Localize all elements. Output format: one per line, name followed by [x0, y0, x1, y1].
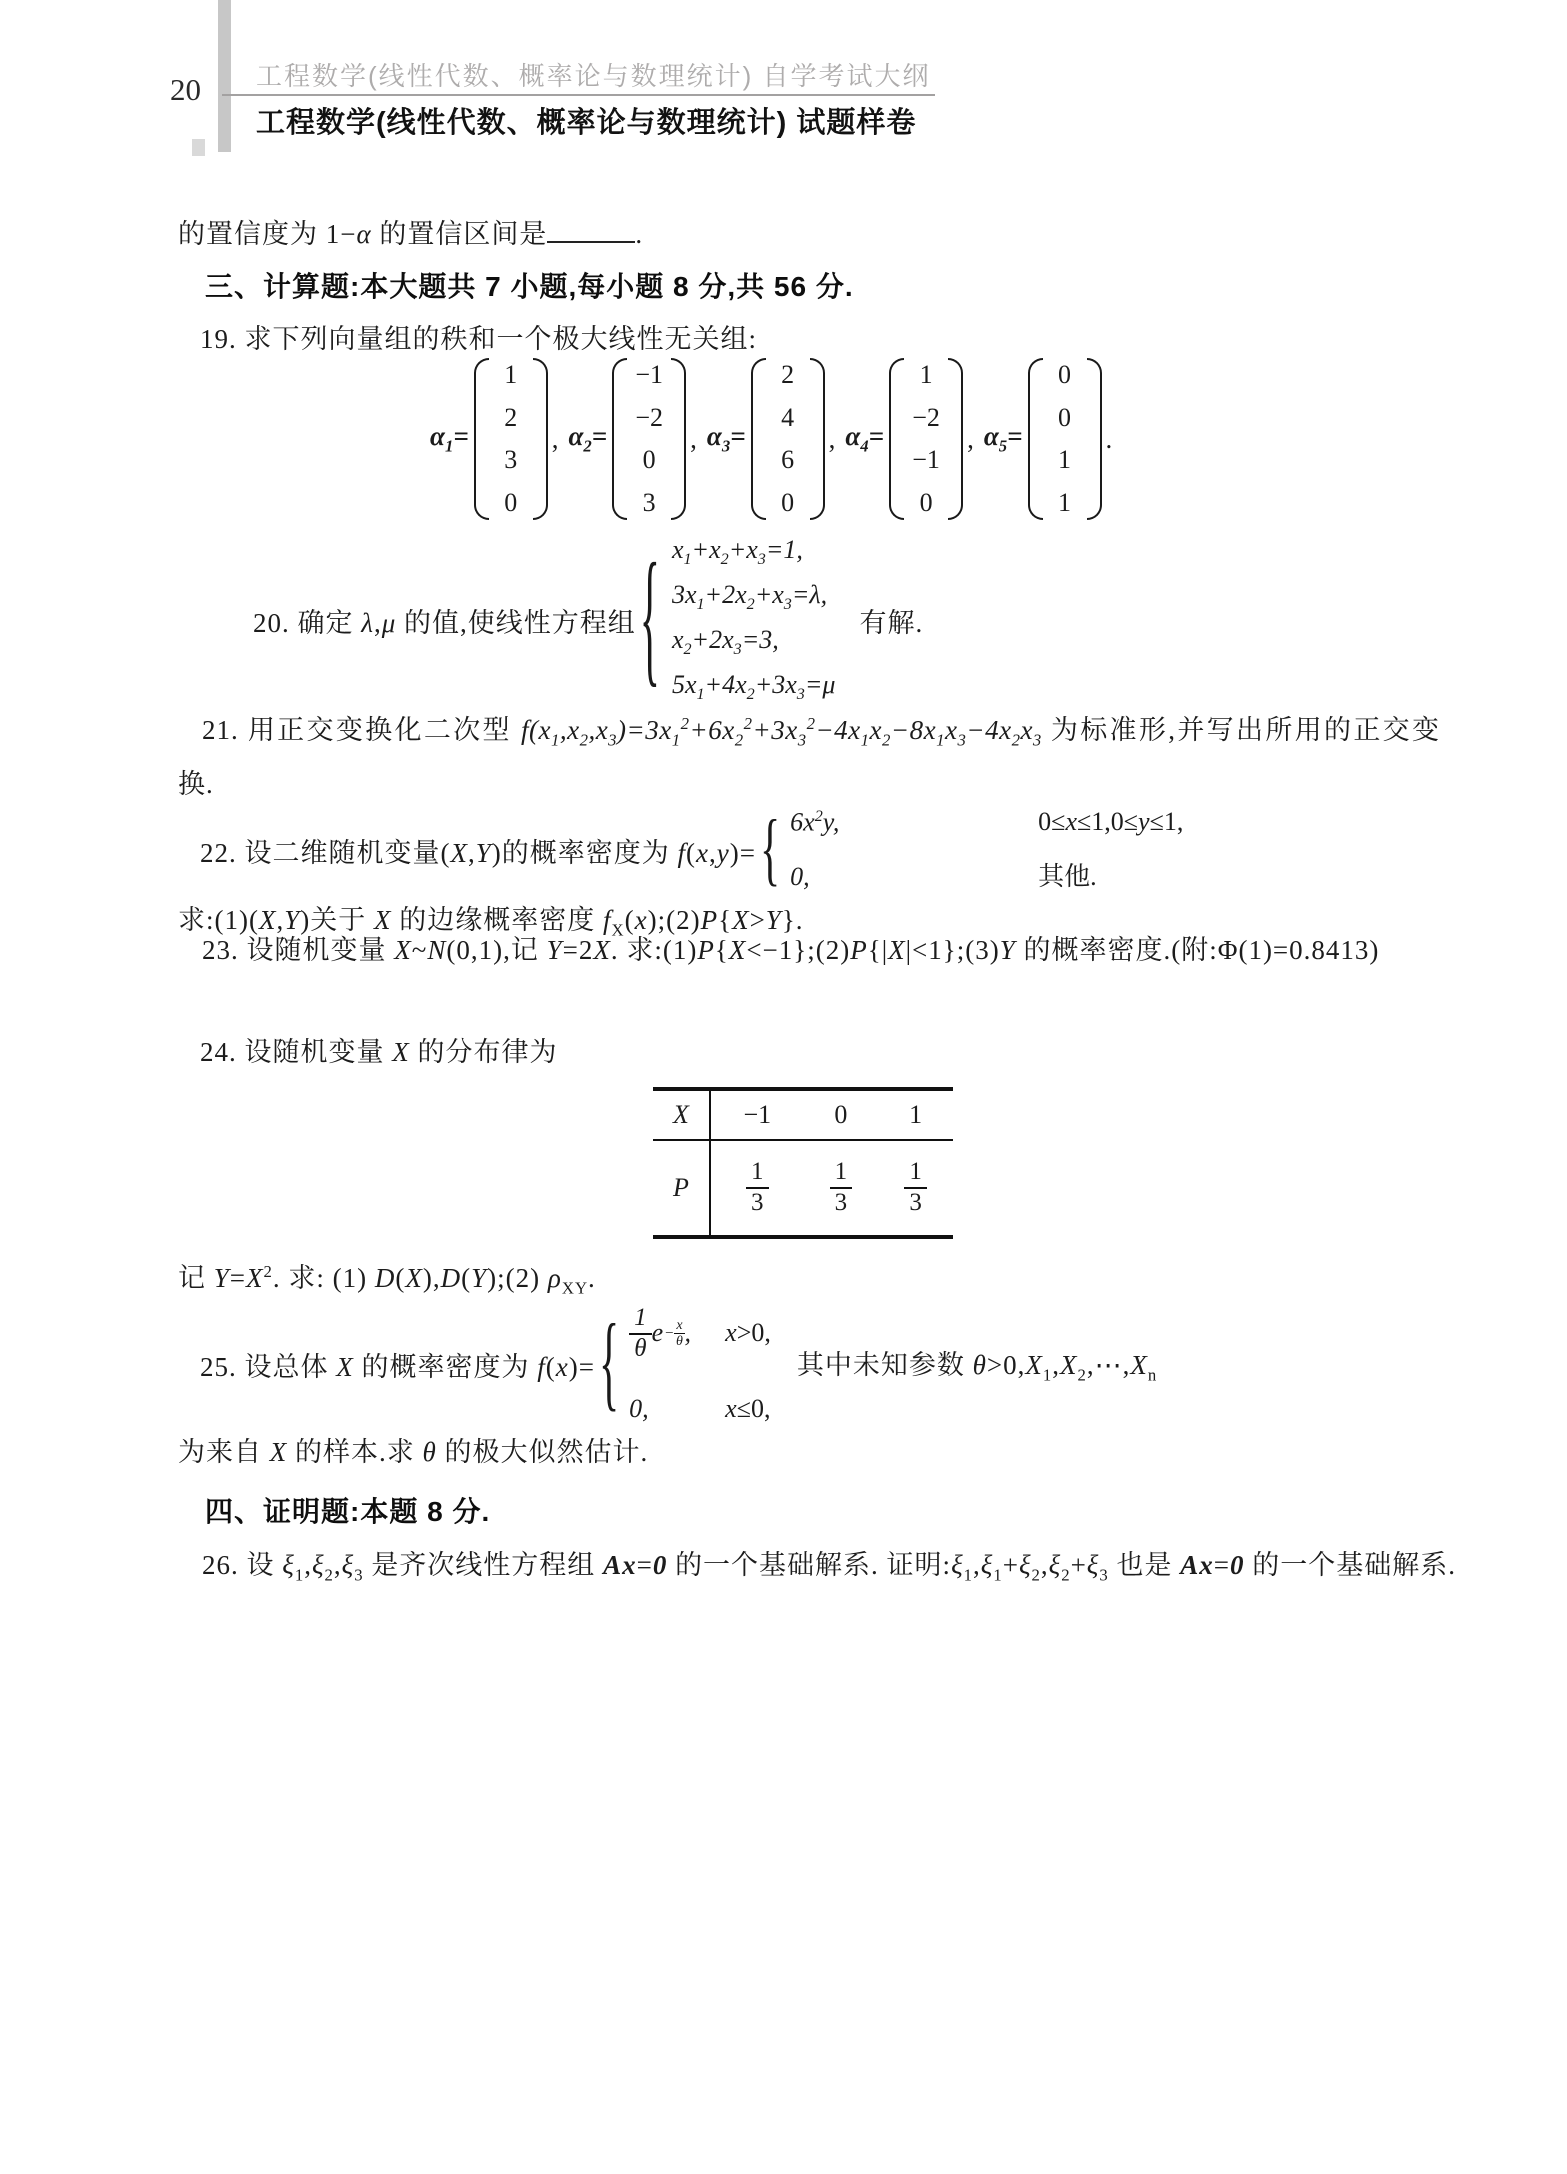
- vector-alpha-4: [845, 358, 983, 520]
- question-25-cont: 为来自 X 的样本.求 θ 的极大似然估计.: [178, 1437, 649, 1467]
- piecewise-cases: [790, 808, 1183, 892]
- column-vector: 1 −2 −1 0: [889, 358, 963, 520]
- period: .: [635, 219, 644, 249]
- left-paren: [474, 358, 489, 520]
- vector-label: $\alpha_3=$: [706, 421, 746, 456]
- column-vector: 1 2 3 0: [474, 358, 548, 520]
- right-paren: [948, 358, 963, 520]
- vector-alpha-2: [568, 358, 706, 520]
- p-header: P: [653, 1140, 710, 1237]
- vector-alpha-1: [430, 358, 568, 520]
- question-19-vectors: [430, 358, 1122, 520]
- vector-alpha-3: [707, 358, 845, 520]
- table-row-x: X −1 0 1: [653, 1089, 953, 1140]
- confidence-interval-line: [178, 212, 643, 251]
- fraction: $\frac{1}{\theta}$: [629, 1304, 652, 1364]
- equation-system: [672, 536, 836, 704]
- separator: .: [1105, 423, 1113, 454]
- question-24-intro: 24. 设随机变量 X 的分布律为: [200, 1037, 558, 1067]
- question-19-text: 19. 求下列向量组的秩和一个极大线性无关组:: [200, 324, 758, 354]
- question-25: [200, 1298, 1157, 1430]
- case-row: [629, 1304, 771, 1364]
- equation: $3x_1+2x_2+x_3=\lambda$,: [671, 580, 828, 614]
- piecewise-cases: [629, 1304, 771, 1424]
- vector-alpha-5: [984, 358, 1122, 520]
- question-22-ask: 求:(1)(X,Y)关于 X 的边缘概率密度 $f_X(x);(2)P\{X>Y\}$.: [178, 905, 804, 940]
- table-row-p: [653, 1140, 953, 1237]
- right-paren: [671, 358, 686, 520]
- running-title: 工程数学(线性代数、概率论与数理统计) 自学考试大纲: [256, 61, 931, 91]
- fraction: $\frac{1}{3}$: [830, 1158, 853, 1218]
- question-20: [253, 534, 923, 706]
- header-vertical-bar: [218, 0, 231, 152]
- scan-artifact: [192, 139, 205, 156]
- case-row: $6x^2y$, 0≤x≤1,0≤y≤1,: [790, 807, 1184, 837]
- density-expression: 0,: [629, 1394, 649, 1424]
- x-header: X: [653, 1089, 710, 1140]
- right-paren: [810, 358, 825, 520]
- distribution-table: [653, 1087, 953, 1239]
- question-25-tail: 其中未知参数 $\theta>0,X_1,X_2,\cdots,X_n$: [796, 1349, 1158, 1385]
- section-3-heading: 三、计算题:本大题共 7 小题,每小题 8 分,共 56 分.: [205, 271, 854, 302]
- vector-label: $\alpha_5=$: [983, 421, 1023, 456]
- section-4-heading: 四、证明题:本题 8 分.: [205, 1496, 491, 1527]
- exponent: − $\frac{x}{\theta}$: [664, 1317, 683, 1350]
- fraction: $\frac{1}{3}$: [746, 1158, 769, 1218]
- equation: $x_2+2x_3=3$,: [671, 625, 779, 659]
- question-25-lead: 25. 设总体 X 的概率密度为 f(x)=: [200, 1351, 595, 1382]
- density-expression: $\frac{1}{\theta}$ e − $\frac{x}{\theta}$ ,: [629, 1304, 725, 1364]
- case-row: [629, 1395, 771, 1424]
- fraction: $\frac{1}{3}$: [904, 1158, 927, 1218]
- question-21-lead: 21. 用正交变换化二次型: [202, 715, 521, 745]
- right-paren: [533, 358, 548, 520]
- condition: x>0,: [725, 1318, 771, 1348]
- system-brace: {: [639, 537, 660, 703]
- cases-brace: {: [598, 1305, 620, 1423]
- left-paren: [1028, 358, 1043, 520]
- equation: $x_1+x_2+x_3=1$,: [671, 535, 803, 569]
- separator: ,: [551, 423, 559, 454]
- page-number: 20: [170, 72, 201, 107]
- condition: x≤0,: [725, 1394, 771, 1424]
- left-paren: [889, 358, 904, 520]
- question-23-text: 23. 设随机变量 X~N(0,1),记 Y=2X. 求:(1)P{X<−1};(2)P{|X|<1};(3)Y 的概率密度.(附:Φ(1)=0.8413): [202, 935, 1380, 965]
- question-21-tail: 为标准形,并写出所用的正交变换.: [178, 715, 1441, 800]
- separator: ,: [690, 423, 697, 454]
- confidence-interval-text: 的置信度为 1−α 的置信区间是: [178, 219, 548, 249]
- question-22: [200, 804, 1183, 896]
- case-row: 0, 其他.: [790, 862, 1097, 892]
- euler-e: e: [651, 1318, 664, 1348]
- vector-label: $\alpha_4=$: [845, 421, 885, 456]
- vector-label: $\alpha_2=$: [568, 421, 608, 456]
- separator: ,: [828, 423, 836, 454]
- separator: ,: [967, 423, 974, 454]
- left-paren: [751, 358, 766, 520]
- small-fraction: $\frac{x}{\theta}$: [675, 1317, 683, 1350]
- column-vector: −1 −2 0 3: [612, 358, 686, 520]
- question-26-text: 26. 设 $\xi_1,\xi_2,\xi_3$ 是齐次线性方程组 Ax=0 的一个基础解系. 证明$:\xi_1,\xi_1+\xi_2,\xi_2+\xi_3$ 也是 Ax=0 的一个基础解系.: [202, 1550, 1456, 1585]
- vector-label: $\alpha_1=$: [430, 421, 469, 456]
- quadratic-form-formula: $f(x_1,x_2,x_3)=3x_1^2+6x_2^2+3x_3^2-4x_1x_2-8x_1x_3-4x_2x_3$: [520, 714, 1042, 750]
- answer-blank: [547, 213, 635, 243]
- column-vector: 2 4 6 0: [751, 358, 825, 520]
- question-20-lead: 20. 确定 λ,μ 的值,使线性方程组: [253, 607, 636, 638]
- cases-brace: {: [759, 805, 781, 895]
- header-divider: [222, 94, 935, 96]
- question-24-ask: 记 $Y=X^2$. 求: (1) D(X),D(Y);(2) $\rho_{XY}$.: [178, 1262, 596, 1298]
- question-21-text: [178, 702, 1440, 806]
- left-paren: [612, 358, 627, 520]
- column-vector: 0 0 1 1: [1028, 358, 1102, 520]
- question-20-tail: 有解.: [859, 607, 924, 638]
- right-paren: [1087, 358, 1102, 520]
- question-22-lead: 22. 设二维随机变量(X,Y)的概率密度为 f(x,y)=: [200, 837, 756, 868]
- page-title: 工程数学(线性代数、概率论与数理统计) 试题样卷: [256, 107, 917, 139]
- equation: $5x_1+4x_2+3x_3=\mu$: [671, 670, 836, 704]
